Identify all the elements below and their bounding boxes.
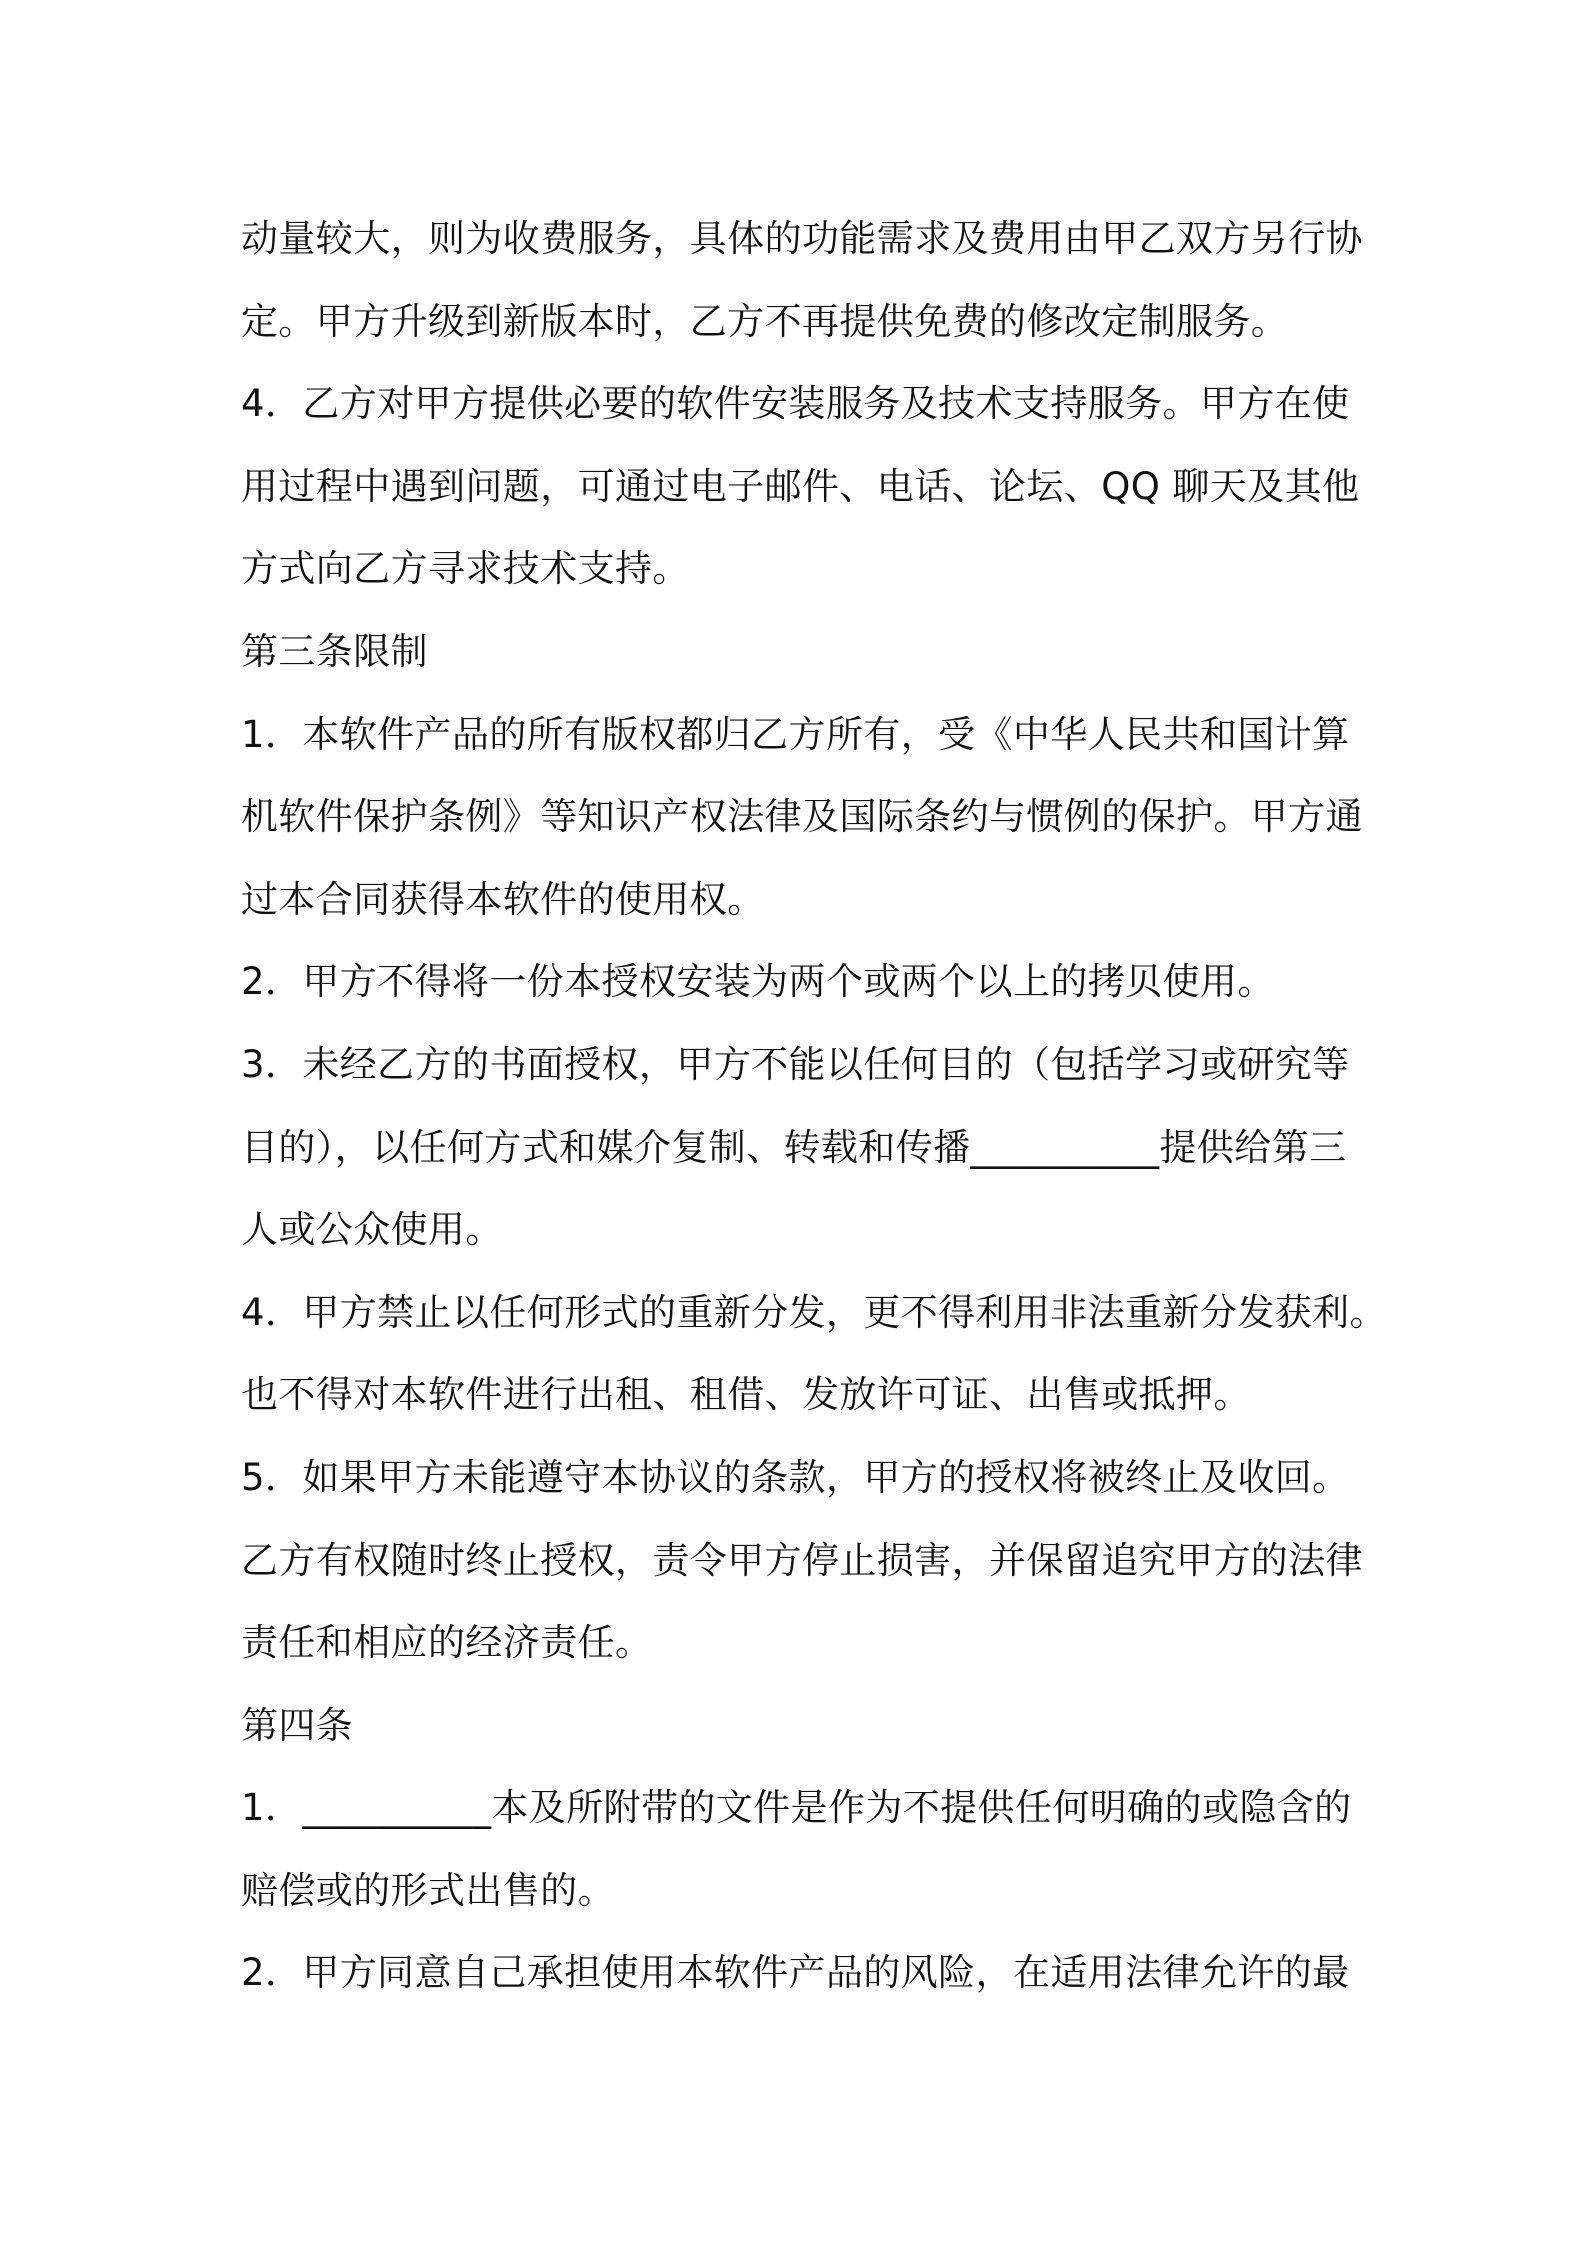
text-line: 方式向乙方寻求技术支持。 [241,547,690,591]
text-line: 4．乙方对甲方提供必要的软件安装服务及技术支持服务。甲方在使 [241,382,1350,426]
text-line: 1．本软件产品的所有版权都归乙方所有，受《中华人民共和国计算 [241,712,1350,756]
text-line: 2．甲方不得将一份本授权安装为两个或两个以上的拷贝使用。 [241,960,1275,1004]
text-line: 动量较大，则为收费服务，具体的功能需求及费用由甲乙双方另行协 [241,217,1363,260]
text-line: 用过程中遇到问题，可通过电子邮件、电话、论坛、QQ 聊天及其他 [241,464,1360,508]
text-line: 目的），以任何方式和媒介复制、转载和传播__________提供给第三 [241,1125,1347,1169]
text-line: 赔偿或的形式出售的。 [241,1868,615,1912]
text-line: 定。甲方升级到新版本时，乙方不再提供免费的修改定制服务。 [241,299,1289,343]
text-line: 乙方有权随时终止授权，责令甲方停止损害，并保留追究甲方的法律 [241,1538,1363,1582]
text-line: 4．甲方禁止以任何形式的重新分发，更不得利用非法重新分发获利。 [241,1290,1387,1334]
text-line: 1．__________本及所附带的文件是作为不提供任何明确的或隐含的 [241,1786,1352,1830]
text-line: 2．甲方同意自己承担使用本软件产品的风险，在适用法律允许的最 [241,1951,1350,1995]
section-heading: 第三条限制 [241,629,428,673]
section-heading: 第四条 [241,1703,354,1747]
text-line: 人或公众使用。 [241,1208,503,1252]
text-line: 3．未经乙方的书面授权，甲方不能以任何目的（包括学习或研究等 [241,1042,1350,1086]
text-line: 5．如果甲方未能遵守本协议的条款，甲方的授权将被终止及收回。 [241,1455,1350,1499]
text-line: 责任和相应的经济责任。 [241,1621,653,1665]
text-line: 也不得对本软件进行出租、租借、发放许可证、出售或抵押。 [241,1373,1251,1417]
text-line: 过本合同获得本软件的使用权。 [241,877,765,921]
text-line: 机软件保护条例》等知识产权法律及国际条约与惯例的保护。甲方通 [241,795,1363,839]
document-body [241,198,1387,2015]
